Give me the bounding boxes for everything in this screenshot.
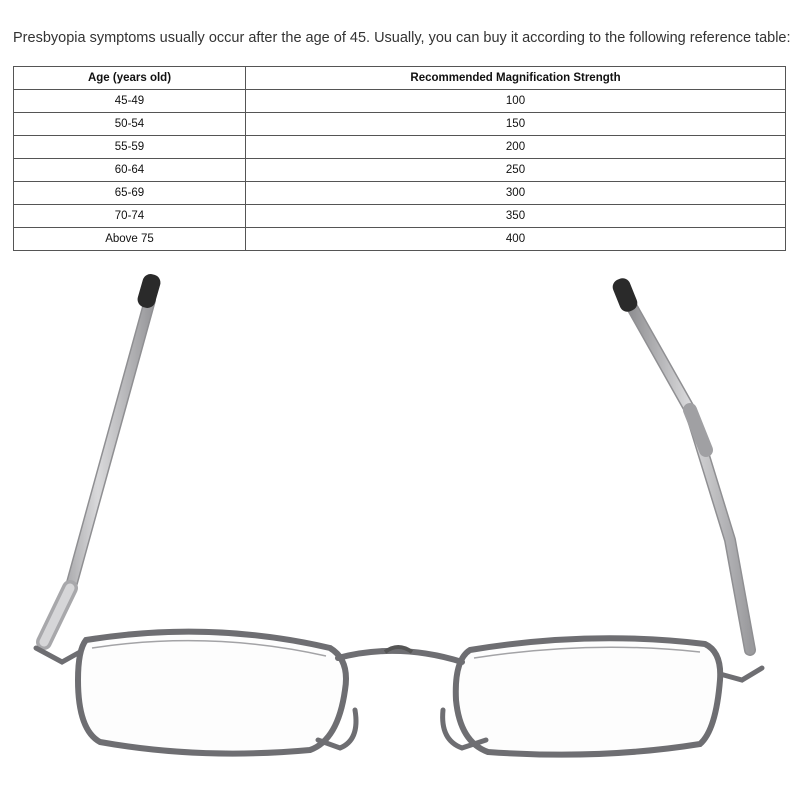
strength-cell: 400 [246, 228, 786, 251]
strength-cell: 200 [246, 136, 786, 159]
table-header-row [14, 67, 786, 90]
right-hinge [720, 668, 762, 680]
intro-text: Presbyopia symptoms usually occur after the age of 45. Usually, you can buy it according to the following reference table: [13, 30, 791, 46]
table-row [14, 205, 786, 228]
age-cell: 50-54 [14, 113, 246, 136]
strength-cell: 350 [246, 205, 786, 228]
header-age: Age (years old) [14, 67, 246, 90]
strength-cell: 250 [246, 159, 786, 182]
age-cell: 70-74 [14, 205, 246, 228]
table-row [14, 228, 786, 251]
age-cell: 65-69 [14, 182, 246, 205]
reference-table [13, 66, 786, 251]
left-temple-arm [44, 300, 150, 642]
left-temple-tip [136, 272, 163, 310]
table-row [14, 159, 786, 182]
age-cell: 55-59 [14, 136, 246, 159]
left-lens [78, 632, 346, 754]
strength-cell: 300 [246, 182, 786, 205]
bridge [338, 651, 462, 662]
right-temple-arm [628, 300, 750, 650]
strength-cell: 100 [246, 90, 786, 113]
reading-glasses-image [0, 260, 800, 800]
right-lens [456, 638, 720, 754]
age-cell: 45-49 [14, 90, 246, 113]
table-row [14, 182, 786, 205]
header-strength: Recommended Magnification Strength [246, 67, 786, 90]
table-row [14, 90, 786, 113]
table-row [14, 113, 786, 136]
age-cell: 60-64 [14, 159, 246, 182]
strength-cell: 150 [246, 113, 786, 136]
table-row [14, 136, 786, 159]
left-hinge [36, 648, 80, 662]
age-cell: Above 75 [14, 228, 246, 251]
